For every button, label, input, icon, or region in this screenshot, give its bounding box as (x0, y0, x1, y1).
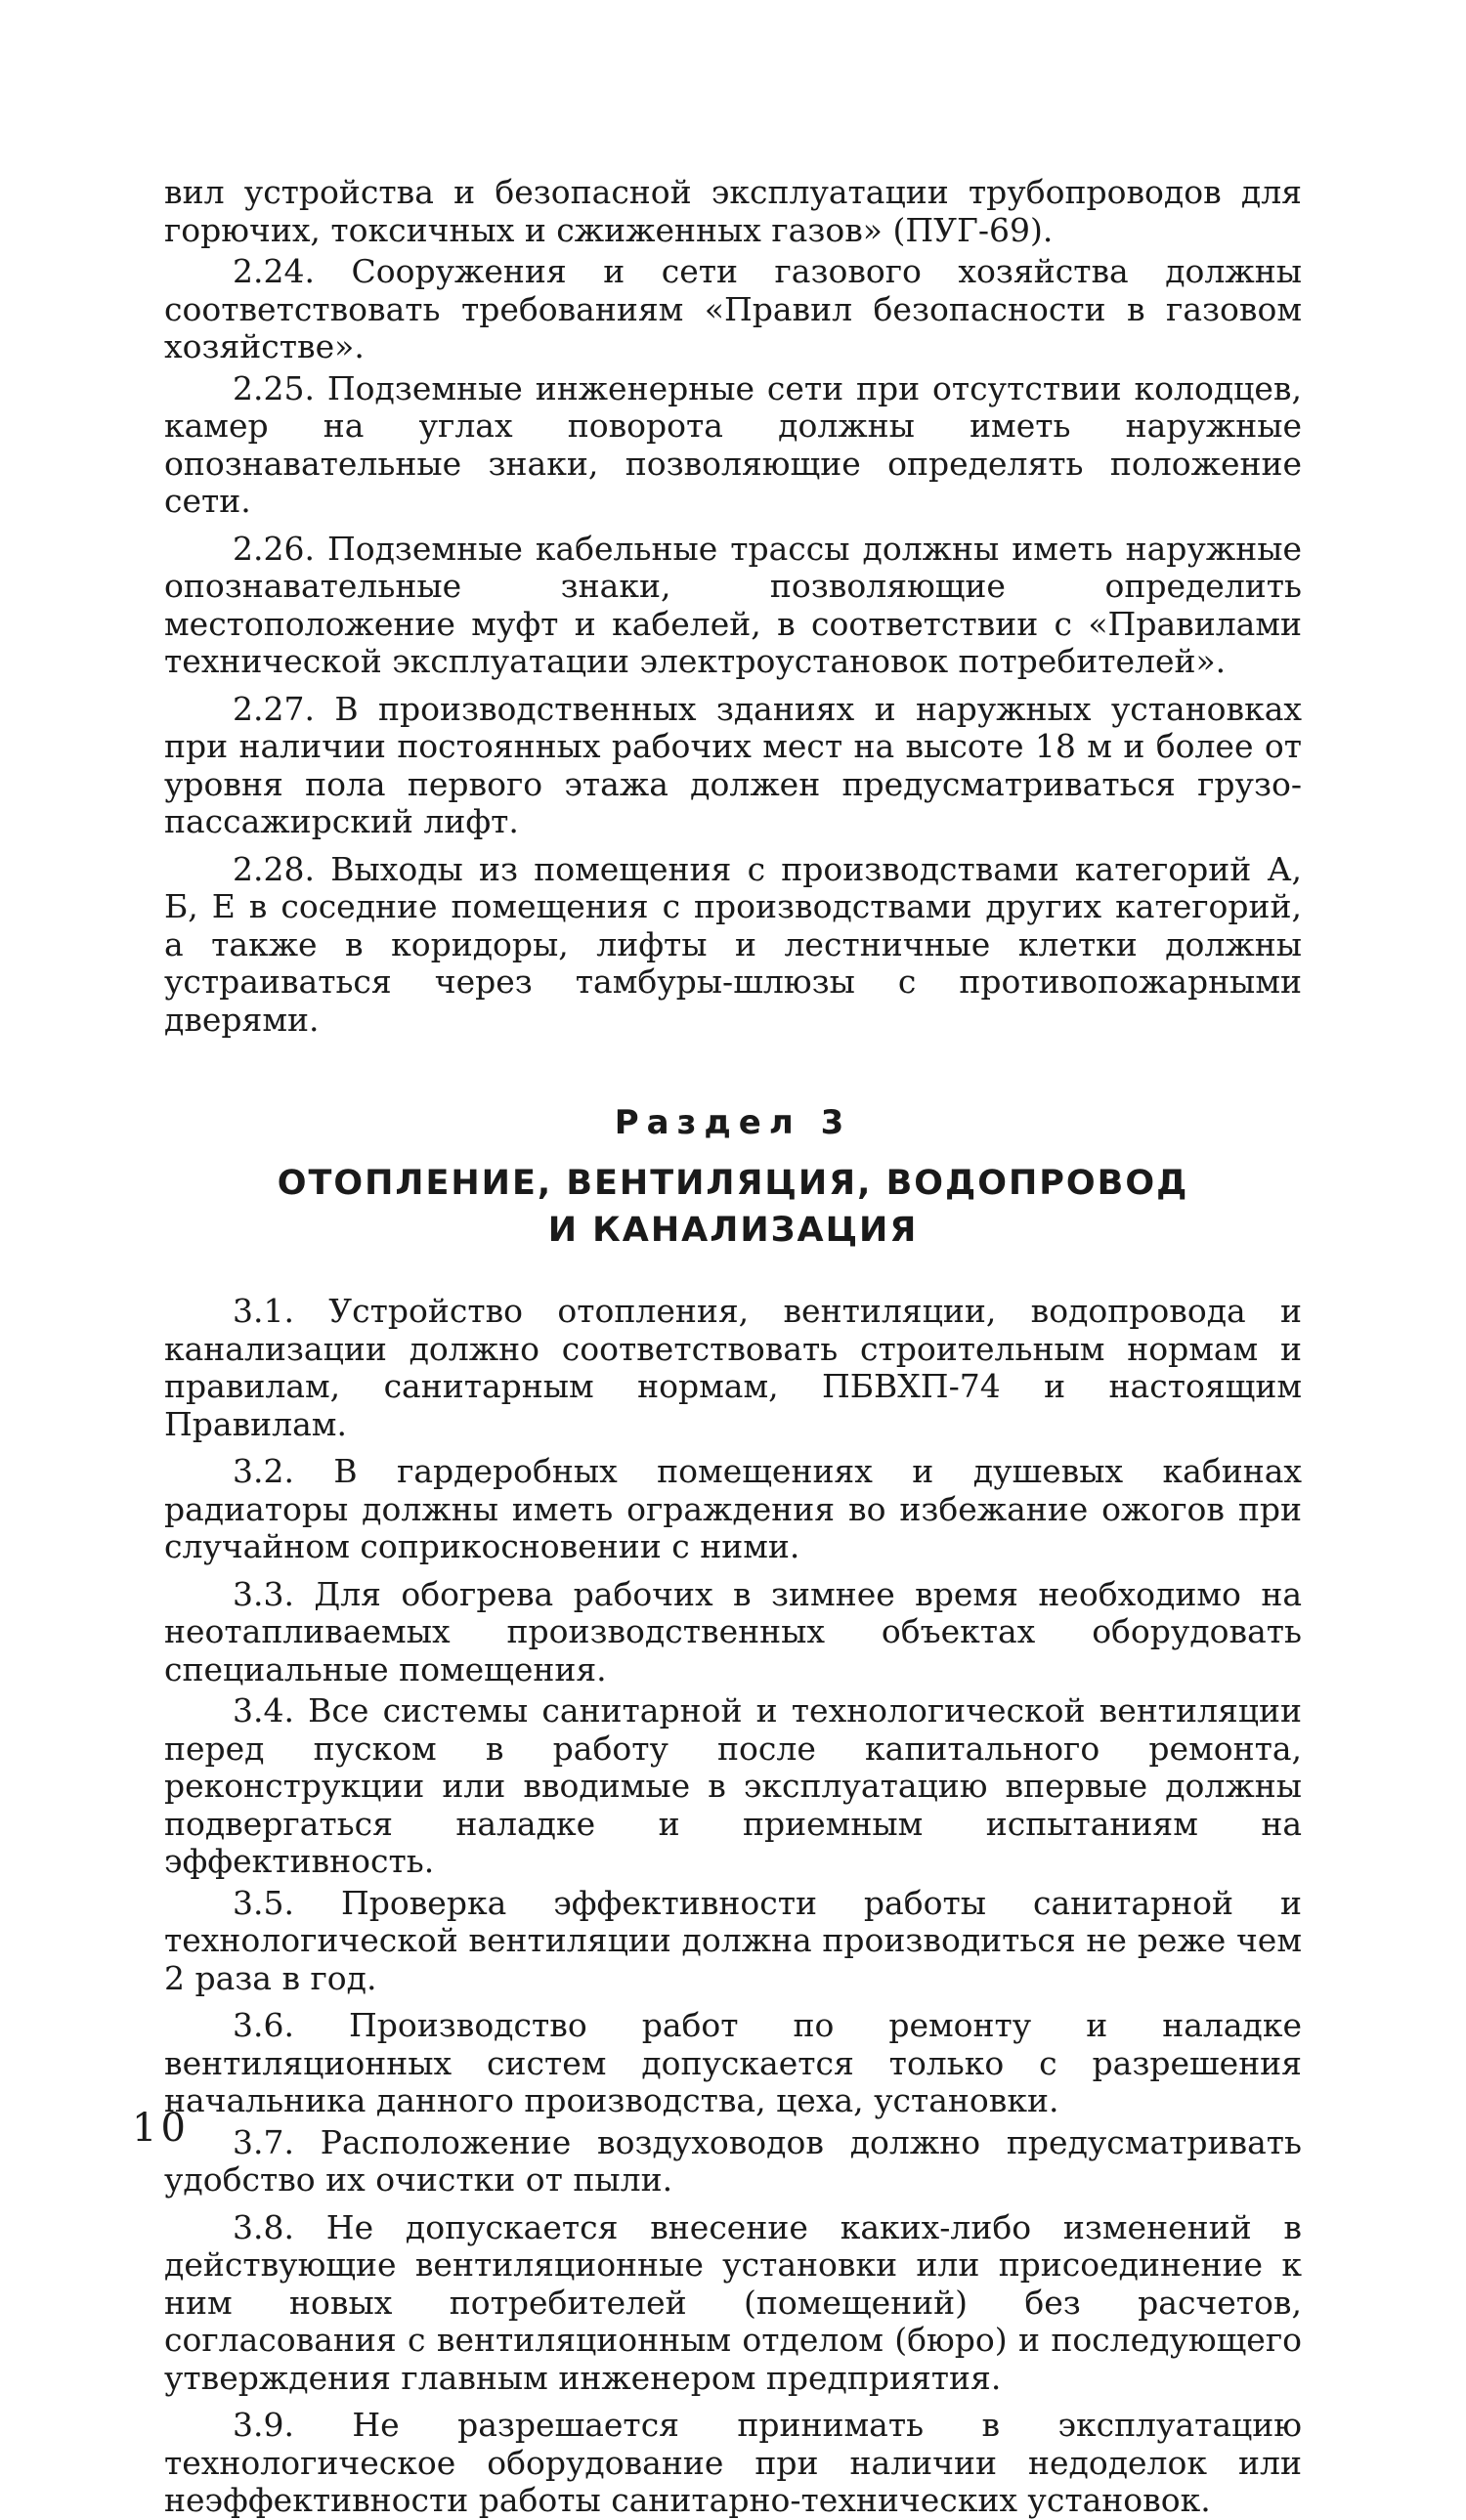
paragraph-3-7: 3.7. Расположение воздуховодов должно предусматривать удобство их очистки от пыли. (164, 2122, 1302, 2199)
paragraph-3-8: 3.8. Не допускается внесение каких-либо изменений в действующие вентиляционные установки или присоединение к ним новых потребителей (помещений) без расчетов, согласования с вентиляционным отделом (бюро) и последующего утверждения главным инженером предприятия. (164, 2207, 1302, 2397)
paragraph-continuation: вил устройства и безопасной эксплуатации трубопроводов для горючих, токсичных и сжиженных газов» (ПУГ-69). (164, 173, 1302, 249)
paragraph-3-6: 3.6. Производство работ по ремонту и наладке вентиляционных систем допускается только с разрешения начальника данного производства, цеха, установки. (164, 2006, 1302, 2119)
paragraph-2-25: 2.25. Подземные инженерные сети при отсутствии колодцев, камер на углах поворота должны иметь наружные опознавательные знаки, позволяющие определять положение сети. (164, 368, 1302, 520)
paragraph-3-9: 3.9. Не разрешается принимать в эксплуатацию технологическое оборудование при наличии недоделок или неэффективности работы санитарно-технических установок. (164, 2406, 1302, 2519)
section-body (164, 1293, 1302, 2520)
paragraph-2-28: 2.28. Выходы из помещения с производствами категорий А, Б, Е в соседние помещения с производствами других категорий, а также в коридоры, лифты и лестничные клетки должны устраиваться через тамбуры-шлюзы с противопожарными дверями. (164, 849, 1302, 1039)
paragraph-3-2: 3.2. В гардеробных помещениях и душевых кабинах радиаторы должны иметь ограждения во избежание ожогов при случайном соприкосновении с ними. (164, 1452, 1302, 1565)
paragraph-3-4: 3.4. Все системы санитарной и технологической вентиляции перед пуском в работу после капитального ремонта, реконструкции или вводимые в эксплуатацию впервые должны подвергаться наладке и приемным испытаниям на эффективность. (164, 1691, 1302, 1880)
page-body (164, 174, 1302, 2520)
section-title-line-2: И КАНАЛИЗАЦИЯ (547, 1211, 919, 1250)
page-number: 10 (132, 2106, 190, 2151)
paragraph-2-24: 2.24. Сооружения и сети газового хозяйства должны соответствовать требованиям «Правил безопасности в газовом хозяйстве». (164, 252, 1302, 365)
paragraph-2-27: 2.27. В производственных зданиях и наружных установках при наличии постоянных рабочих мест на высоте 18 м и более от уровня пола первого этажа должен предусматриваться грузо-пассажирский лифт. (164, 689, 1302, 840)
paragraph-3-1: 3.1. Устройство отопления, вентиляции, водопровода и канализации должно соответствовать строительным нормам и правилам, санитарным нормам, ПБВХП-74 и настоящим Правилам. (164, 1292, 1302, 1443)
section-title-line-1: ОТОПЛЕНИЕ, ВЕНТИЛЯЦИЯ, ВОДОПРОВОД (277, 1164, 1189, 1203)
section-label: Раздел 3 (614, 1103, 852, 1142)
section-title (164, 1160, 1302, 1254)
paragraph-3-5: 3.5. Проверка эффективности работы санитарной и технологической вентиляции должна производиться не реже чем 2 раза в год. (164, 1883, 1302, 1997)
paragraph-2-26: 2.26. Подземные кабельные трассы должны иметь наружные опознавательные знаки, позволяющие определить местоположение муфт и кабелей, в соответствии с «Правилами технической эксплуатации электроустановок потребителей». (164, 529, 1302, 680)
paragraph-3-3: 3.3. Для обогрева рабочих в зимнее время необходимо на неотапливаемых производственных объектах оборудовать специальные помещения. (164, 1574, 1302, 1688)
